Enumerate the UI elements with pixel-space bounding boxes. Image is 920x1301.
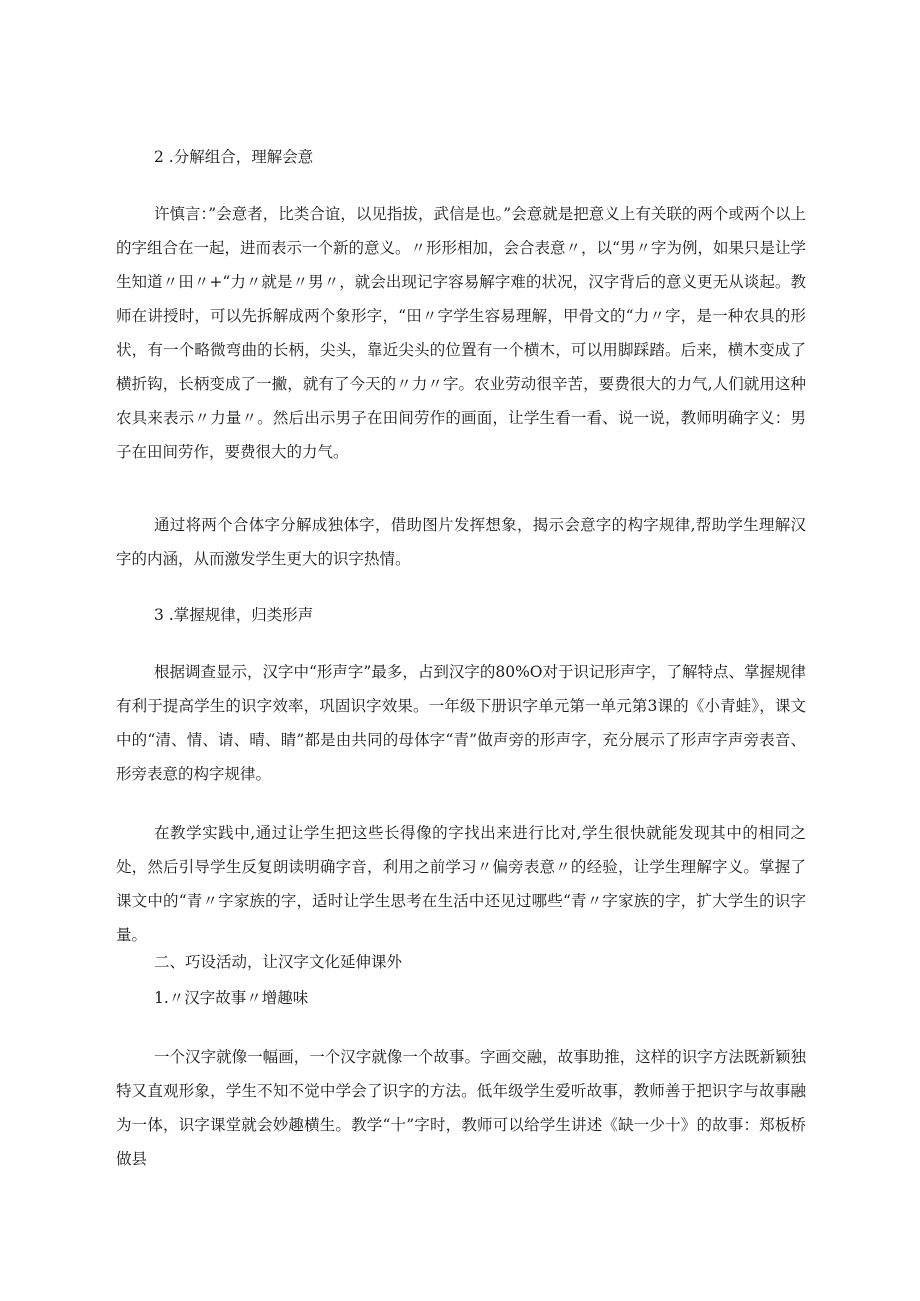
heading-subsection-3: 3 .掌握规律，归类形声 — [154, 606, 314, 624]
heading-subsection-2: 2 .分解组合，理解会意 — [154, 148, 314, 166]
paragraph-huiyi-intro: 许慎言：”会意者，比类合谊，以见指拔，武信是也。”会意就是把意义上有关联的两个或两个以上的字组合在一起，进而表示一个新的意义。〃形形相加，会合表意〃，以“男〃字为例，如果只是让学生知道〃田〃+“力〃就是〃男〃，就会出现记字容易解字难的状况，汉字背后的意义更无从谈起。教师在讲授时，可以先拆解成两个象形字，“田〃字学生容易理解，甲骨文的“力〃字，是一种农具的形状，有一个略微弯曲的长柄，尖头，靠近尖头的位置有一个横木，可以用脚踩踏。后来，横木变成了横折钩，长柄变成了一撇，就有了今天的〃力〃字。农业劳动很辛苦，要费很大的力气,人们就用这种农具来表示〃力量〃。然后出示男子在田间劳作的画面，让学生看一看、说一说，教师明确字义：男子在田间劳作，要费很大的力气。 — [116, 205, 806, 461]
paragraph-xingsheng-intro: 根据调查显示，汉字中“形声字”最多，占到汉字的80%O对于识记形声字，了解特点、掌握规律有利于提高学生的识字效率，巩固识字效果。一年级下册识字单元第一单元第3课的《小青蛙》，课文中的“清、情、请、晴、睛”都是由共同的母体字“青”做声旁的形声字，充分展示了形声字声旁表音、形旁表意的构字规律。 — [116, 663, 807, 783]
heading-subsection-1: 1.〃汉字故事〃增趣味 — [154, 989, 309, 1007]
paragraph-huiyi-summary: 通过将两个合体字分解成独体字，借助图片发挥想象，揭示会意字的构字规律,帮助学生理解汉字的内涵，从而激发学生更大的识字热情。 — [116, 516, 806, 568]
paragraph-hanzi-story: 一个汉字就像一幅画，一个汉字就像一个故事。字画交融，故事助推，这样的识字方法既新颖独特又直观形象，学生不知不觉中学会了识字的方法。低年级学生爱听故事，教师善于把识字与故事融为一体，识字课堂就会妙趣横生。教学“十”字时，教师可以给学生讲述《缺一少十》的故事：郑板桥做县 — [116, 1048, 806, 1168]
heading-section-2: 二、巧设活动，让汉字文化延伸课外 — [154, 953, 403, 971]
paragraph-xingsheng-practice: 在教学实践中,通过让学生把这些长得像的字找出来进行比对,学生很快就能发现其中的相同之处，然后引导学生反复朗读明确字音，利用之前学习〃偏旁表意〃的经验，让学生理解字义。掌握了课文中的“青〃字家族的字，适时让学生思考在生活中还见过哪些“青〃字家族的字，扩大学生的识字量。 — [116, 824, 806, 944]
